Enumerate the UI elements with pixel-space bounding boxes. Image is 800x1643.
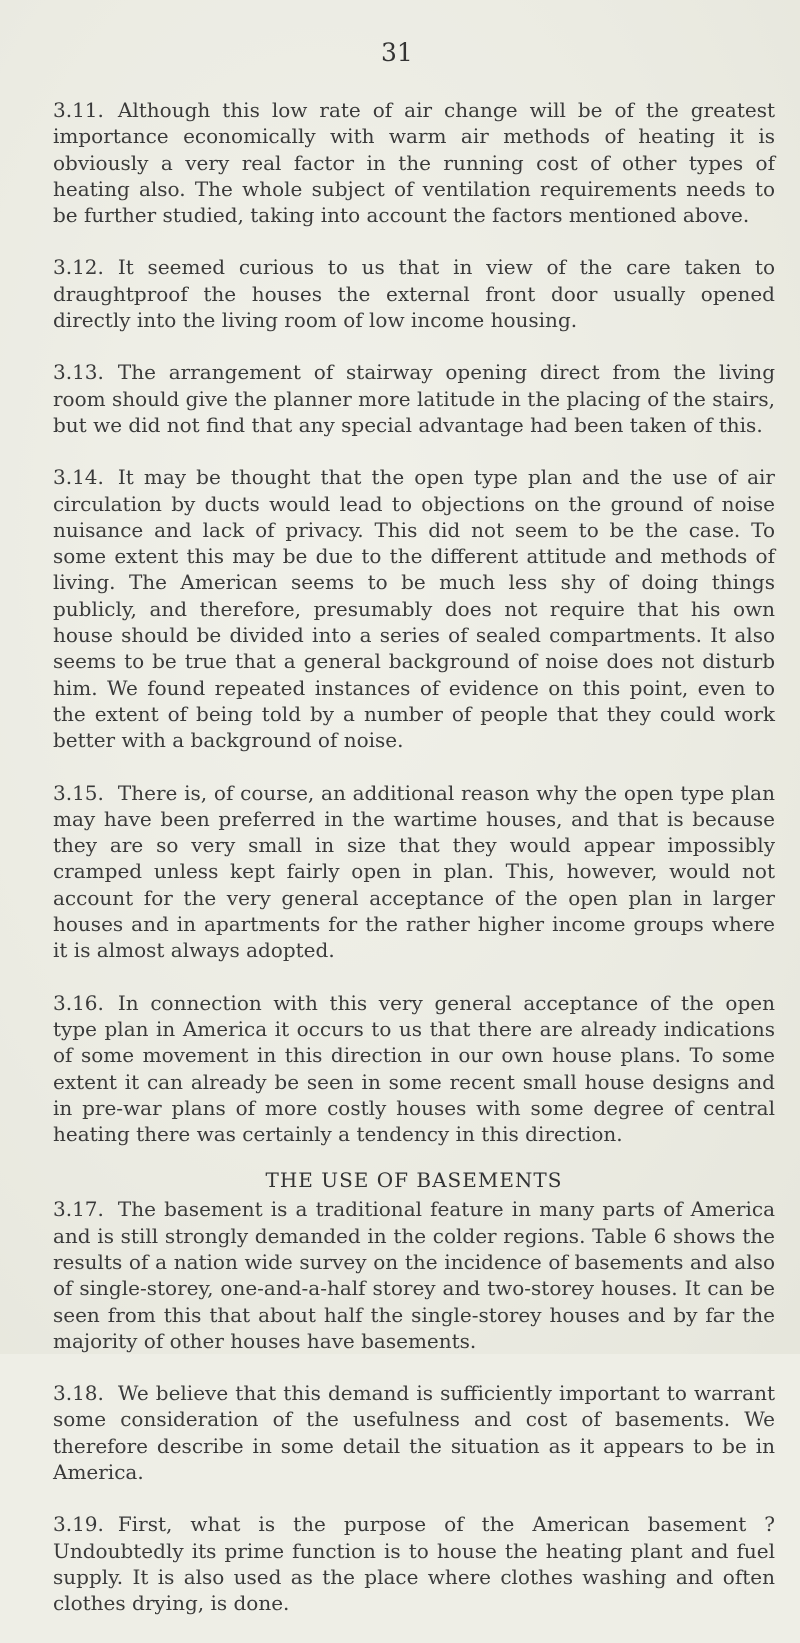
paragraph-number: 3.18. [53,1381,104,1406]
paragraph-text: There is, of course, an additional reason why the open type plan may have been preferred in the wartime houses, and that is because they are so very small in size that they would appear impossibly cramped unless kept fairly open in plan. This, however, would not account for the very general acceptance of the open plan in larger houses and in apartments for the rather higher income groups where it is almost always adopted. [53,780,775,963]
paragraph-text: Although this low rate of air change will be of the greatest importance economically with warm air methods of heating it is obviously a very real factor in the running cost of other types of heating also. The whole subject of ventilation requirements needs to be further studied, taking into account the factors mentioned above. [53,98,775,228]
page-number: 31 [381,38,413,67]
paragraph-text: It may be thought that the open type plan and the use of air circulation by ducts would lead to objections on the ground of noise nuisance and lack of privacy. This did not seem to be the case. To some extent this may be due to the different attitude and methods of living. The American seems to be much less shy of doing things publicly, and therefore, presumably does not require that his own house should be divided into a series of sealed compartments. It also seems to be true that a general background of noise does not disturb him. We found repeated instances of evidence on this point, even to the extent of being told by a number of people that they could work better with a background of noise. [53,465,775,753]
paragraph-3-12 [53,254,775,333]
paragraph-3-14 [53,464,775,753]
paragraph-text: First, what is the purpose of the American basement ? Undoubtedly its prime function is to house the heating plant and fuel supply. It is also used as the place where clothes washing and often clothes drying, is done. [53,1512,775,1616]
paragraph-3-17 [53,1196,775,1354]
paragraph-number: 3.12. [53,255,104,280]
paragraph-3-13 [53,359,775,438]
paragraph-text: The basement is a traditional feature in many parts of America and is still strongly demanded in the colder regions. Table 6 shows the results of a nation wide survey on the incidence of basements and also of single-storey, one-and-a-half storey and two-storey houses. It can be seen from this that about half the single-storey houses and by far the majority of other houses have basements. [53,1197,775,1353]
paragraph-3-11 [53,97,775,228]
paragraph-3-19 [53,1511,775,1616]
paragraph-number: 3.17. [53,1197,104,1222]
paragraph-number: 3.13. [53,360,104,385]
paragraph-number: 3.14. [53,465,104,490]
paragraph-number: 3.19. [53,1512,104,1537]
paragraph-number: 3.16. [53,990,104,1015]
paragraph-text: We believe that this demand is sufficiently important to warrant some consideration of the usefulness and cost of basements. We therefore describe in some detail the situation as it appears to be in America. [53,1381,775,1485]
paragraph-text: In connection with this very general acceptance of the open type plan in America it occurs to us that there are already indications of some movement in this direction in our own house plans. To some extent it can already be seen in some recent small house designs and in pre-war plans of more costly houses with some degree of central heating there was certainly a tendency in this direction. [53,990,775,1147]
section-heading: THE USE OF BASEMENTS [265,1168,563,1193]
paragraph-3-18 [53,1380,775,1485]
paragraph-number: 3.11. [53,98,104,122]
page-content [53,97,775,1643]
paragraph-3-16 [53,990,775,1148]
paragraph-number: 3.15. [53,780,104,805]
paragraph-text: It seemed curious to us that in view of the care taken to draughtproof the houses the external front door usually opened directly into the living room of low income housing. [53,255,775,333]
paragraph-text: The arrangement of stairway opening direct from the living room should give the planner more latitude in the placing of the stairs, but we did not find that any special advantage had been taken of this. [53,360,775,437]
paragraph-3-15 [53,780,775,964]
